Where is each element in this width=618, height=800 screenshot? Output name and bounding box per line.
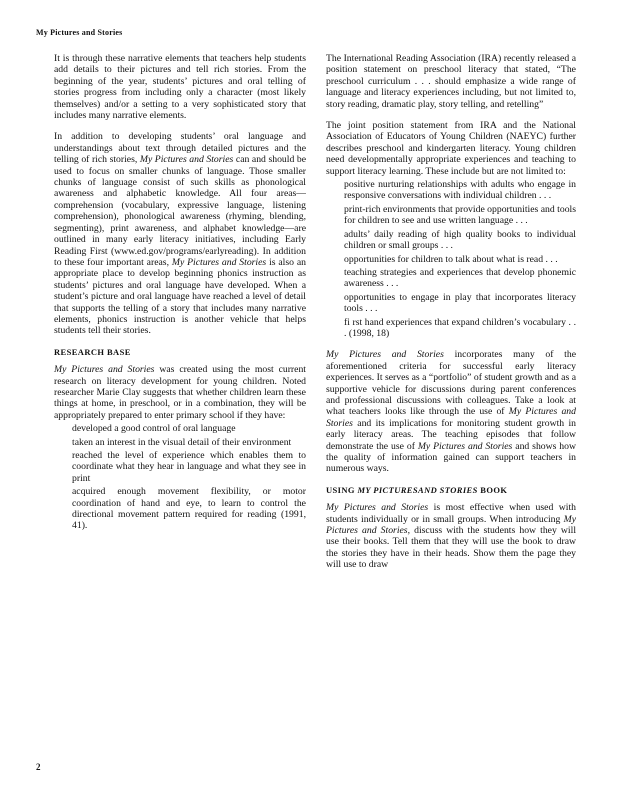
list-item-text: opportunities for children to talk about what is read . . . [344, 253, 558, 265]
list-item [326, 179, 576, 202]
book-title: My Pictures and Stories [171, 256, 267, 268]
list-item [326, 204, 576, 227]
right-column [326, 53, 576, 581]
paragraph-text: and its implications for monitoring student growth in early literacy areas. The teaching episodes that follow demonstrate the use of [326, 417, 576, 452]
book-title: My Pictures and Stories [417, 440, 513, 452]
using-book-heading [326, 485, 576, 496]
ira-paragraph: The International Reading Association (IRA) recently released a position statement on preschool literacy that stated, “The preschool curriculum . . . should emphasize a wide range of language and literacy experiences including, but not limited to, story reading, dramatic play, story telling, and retelling” [326, 53, 576, 110]
narrative-elements-paragraph: It is through these narrative elements that teachers help students add details to their pictures and tell rich stories. From the beginning of the year, students’ pictures and oral telling of stories progress from including only a character (most likely themselves) and/or a setting to a very sophisticated story that includes many narrative elements. [54, 53, 306, 122]
list-item-text: acquired enough movement flexibility, or motor coordination of hand and eye, to learn to control the directional movement pattern required for reading (1991, 41). [72, 486, 306, 532]
list-item [54, 437, 306, 448]
book-title: My Pictures and Stories [139, 154, 234, 166]
book-title: My Pictures and Stories, [326, 513, 577, 537]
paragraph-text: was created using the most current research on literacy development for young children. Noted researcher Marie Clay suggests that whether children learn these things at home, in preschool, or in a combination, they will be appropriately prepared to enter primary school if they have: [54, 364, 306, 421]
book-title: My Pictures and Stories [326, 502, 429, 514]
list-item [326, 292, 576, 315]
list-item-text: reached the level of experience which enables them to coordinate what they hear in language and what they see in print [72, 450, 306, 484]
clay-criteria-list [54, 423, 306, 532]
list-item-text: positive nurturing relationships with adults who engage in responsive conversations with individual children . . . [344, 179, 576, 202]
paragraph-text: and shows how the quality of information gained can support teachers in numerous ways. [326, 440, 576, 475]
naeyc-paragraph: The joint position statement from IRA and the National Association of Educators of Young Children (NAEYC) further describes preschool and kindergarten literacy. Young children need developmentally appropriate experiences and teaching to support literacy learning. These include but are not limited to: [326, 120, 576, 177]
list-item-text: taken an interest in the visual detail of their environment [72, 436, 292, 448]
paragraph-text: is also an appropriate place to develop beginning phonics instruction as students’ pictures and oral language have developed. When a student’s picture and oral language have reached a level of detail that supports the telling of a story that includes many narrative elements, phonics instruction is another vehicle that helps students tell their stories. [54, 256, 306, 337]
list-item-text: teaching strategies and experiences that develop phonemic awareness . . . [344, 266, 576, 290]
page-number: 2 [36, 762, 41, 772]
list-item-text: adults’ daily reading of high quality books to individual children or small groups . . . [344, 228, 576, 252]
list-item-text: print-rich environments that provide opportunities and tools for children to see and use written language . . . [344, 203, 576, 227]
list-item [54, 423, 306, 434]
paragraph-text: can and should be used to focus on smaller chunks of language. Those smaller chunks of language consist of such skills as phonological awareness and alphabetic knowledge. All four areas—comprehension (vocabulary, expressive language, listening comprehension), phonological awareness (rhyming, blending, segmenting), print awareness, and alphabet knowledge—are outlined in many early literacy initiatives, including Early Reading First (www.ed.gov/programs/earlyreading). In addition to these four important areas, [54, 154, 306, 268]
list-item [326, 229, 576, 252]
research-base-heading: RESEARCH BASE [54, 346, 131, 357]
running-head: My Pictures and Stories [36, 28, 123, 37]
list-item [54, 450, 306, 484]
research-paragraph [54, 364, 306, 421]
portfolio-paragraph [326, 349, 576, 474]
using-book-paragraph [326, 502, 576, 570]
paragraph-text: In addition to developing students’ oral language and understandings about text through detailed pictures and the telling of rich stories, [54, 131, 306, 166]
left-column [54, 53, 306, 542]
paragraph-text: is most effective when used with students individually or in small groups. When introducing [326, 502, 577, 525]
book-title: My Pictures and Stories [326, 406, 576, 429]
list-item-text: developed a good control of oral language [72, 423, 236, 435]
paragraph-text: incorporates many of the aforementioned criteria for successful early literacy experiences. It serves as a “portfolio” of student growth and as a supportive vehicle for discussions during parent conferences and professional discussions with colleagues. Take a look at what teachers looks like through the use of [326, 349, 577, 418]
list-item [326, 254, 576, 265]
list-item [326, 317, 576, 340]
oral-language-paragraph [54, 131, 306, 336]
book-title: My Pictures and Stories [54, 364, 155, 376]
list-item [54, 486, 306, 532]
list-item-text: fi rst hand experiences that expand children’s vocabulary . . . (1998, 18) [344, 316, 576, 339]
heading-text: BOOK [480, 484, 508, 495]
book-title: MY PICTURESAND STORIES [357, 484, 478, 495]
paragraph-text: discuss with the students how they will use their books. Tell them that they will use the book to draw the stories they have in their heads. Show them the page they will use to draw [326, 525, 577, 571]
list-item-text: opportunities to engage in play that incorporates literacy tools . . . [344, 291, 576, 315]
list-item [326, 267, 576, 290]
heading-text: USING [326, 484, 355, 495]
naeyc-list [326, 179, 576, 339]
book-title: My Pictures and Stories [326, 349, 444, 361]
